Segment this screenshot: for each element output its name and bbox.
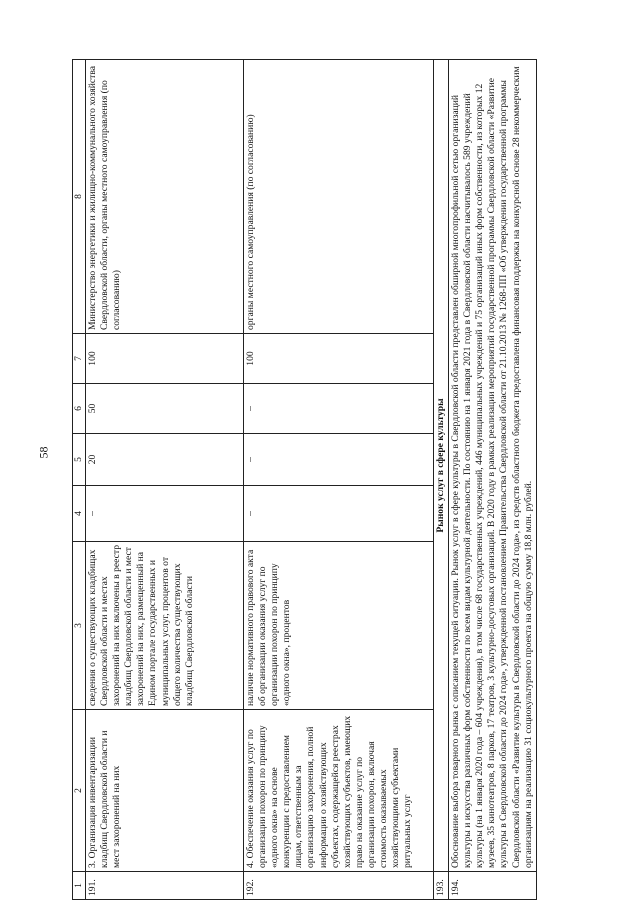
section-row	[434, 60, 449, 900]
column-header: 4	[73, 486, 86, 542]
row-number: 191.	[86, 872, 244, 900]
plan-table	[72, 59, 537, 900]
task-cell: 3. Организация инвентаризации кладбищ Свердловской области и мест захоронений на них	[86, 710, 244, 872]
responsible-cell: Министерство энергетики и жилищно-коммунального хозяйства Свердловской области, органы местного самоуправления (по согласованию)	[86, 60, 244, 334]
column-header: 7	[73, 334, 86, 384]
value-cell: 100	[244, 334, 434, 384]
column-header: 8	[73, 60, 86, 334]
value-cell: –	[244, 486, 434, 542]
value-cell: 20	[86, 434, 244, 486]
column-header: 1	[73, 872, 86, 900]
value-cell: –	[244, 384, 434, 434]
column-header: 3	[73, 542, 86, 710]
rotated-page-content	[72, 60, 612, 900]
table-row	[244, 60, 434, 900]
row-number: 192.	[244, 872, 434, 900]
indicator-cell: наличие нормативного правового акта об организации оказания услуг по организации похорон по принципу «одного окна», процентов	[244, 542, 434, 710]
table-row	[86, 60, 244, 900]
header-row	[73, 60, 86, 900]
row-number: 194.	[449, 872, 537, 900]
column-header: 2	[73, 710, 86, 872]
indicator-cell: сведения о существующих кладбищах Свердловской области и местах захоронений на них включены в реестр кладбищ Свердловской области и мест захоронений на них, размещенный на Едином портале государственных и муниципальных услуг, процентов от общего количества существующих кладбищ Свердловской области	[86, 542, 244, 710]
column-header: 6	[73, 384, 86, 434]
value-cell: 100	[86, 334, 244, 384]
column-header: 5	[73, 434, 86, 486]
row-number: 193.	[434, 872, 449, 900]
responsible-cell: органы местного самоуправления (по согласованию)	[244, 60, 434, 334]
page-number: 58	[36, 446, 51, 459]
value-cell: 50	[86, 384, 244, 434]
value-cell: –	[244, 434, 434, 486]
value-cell: –	[86, 486, 244, 542]
section-title: Рынок услуг в сфере культуры	[434, 60, 449, 872]
justification-row	[449, 60, 537, 900]
task-cell: 4. Обеспечение оказания услуг по организации похорон по принципу «одного окна» на основе конкуренции с предоставлением лицам, ответственным за организацию захоронения, полной информации о хозяйствующих субъектах, содержащейся реестрах хозяйствующих субъектов, имеющих право на оказание услуг по организации похорон, включая стоимость оказываемых хозяйствующими субъектами ритуальных услуг	[244, 710, 434, 872]
justification-text: Обоснование выбора товарного рынка с описанием текущей ситуации. Рынок услуг в сфере культуры в Свердловской области представлен обширной многопрофильной сетью организаций культуры и искусства различных форм собственности по всем видам культурной деятельности. По состоянию на 1 января 2021 года в Свердловской области насчитывалось 589 учреждений культуры (на 1 января 2020 года – 604 учреждения), в том числе 68 государственных учреждений, 446 муниципальных учреждений и 75 организаций иных форм собственности, из которых 12 музеев, 35 кинотеатров, 8 парков, 17 театров, 3 культурно-досуговых организаций. В 2020 году в рамках реализации мероприятий государственной программы Свердловской области «Развитие культуры в Свердловской области до 2024 года», утвержденной постановлением Правительства Свердловской области от 21.10.2013 № 1268-ПП «Об утверждении государственной программы Свердловской области «Развитие культуры в Свердловской области до 2024 года», из средств областного бюджета предоставлена финансовая поддержка на конкурсной основе 28 некоммерческим организациям на реализацию 31 социокультурного проекта на общую сумму 18,8 млн. рублей.	[449, 60, 537, 872]
